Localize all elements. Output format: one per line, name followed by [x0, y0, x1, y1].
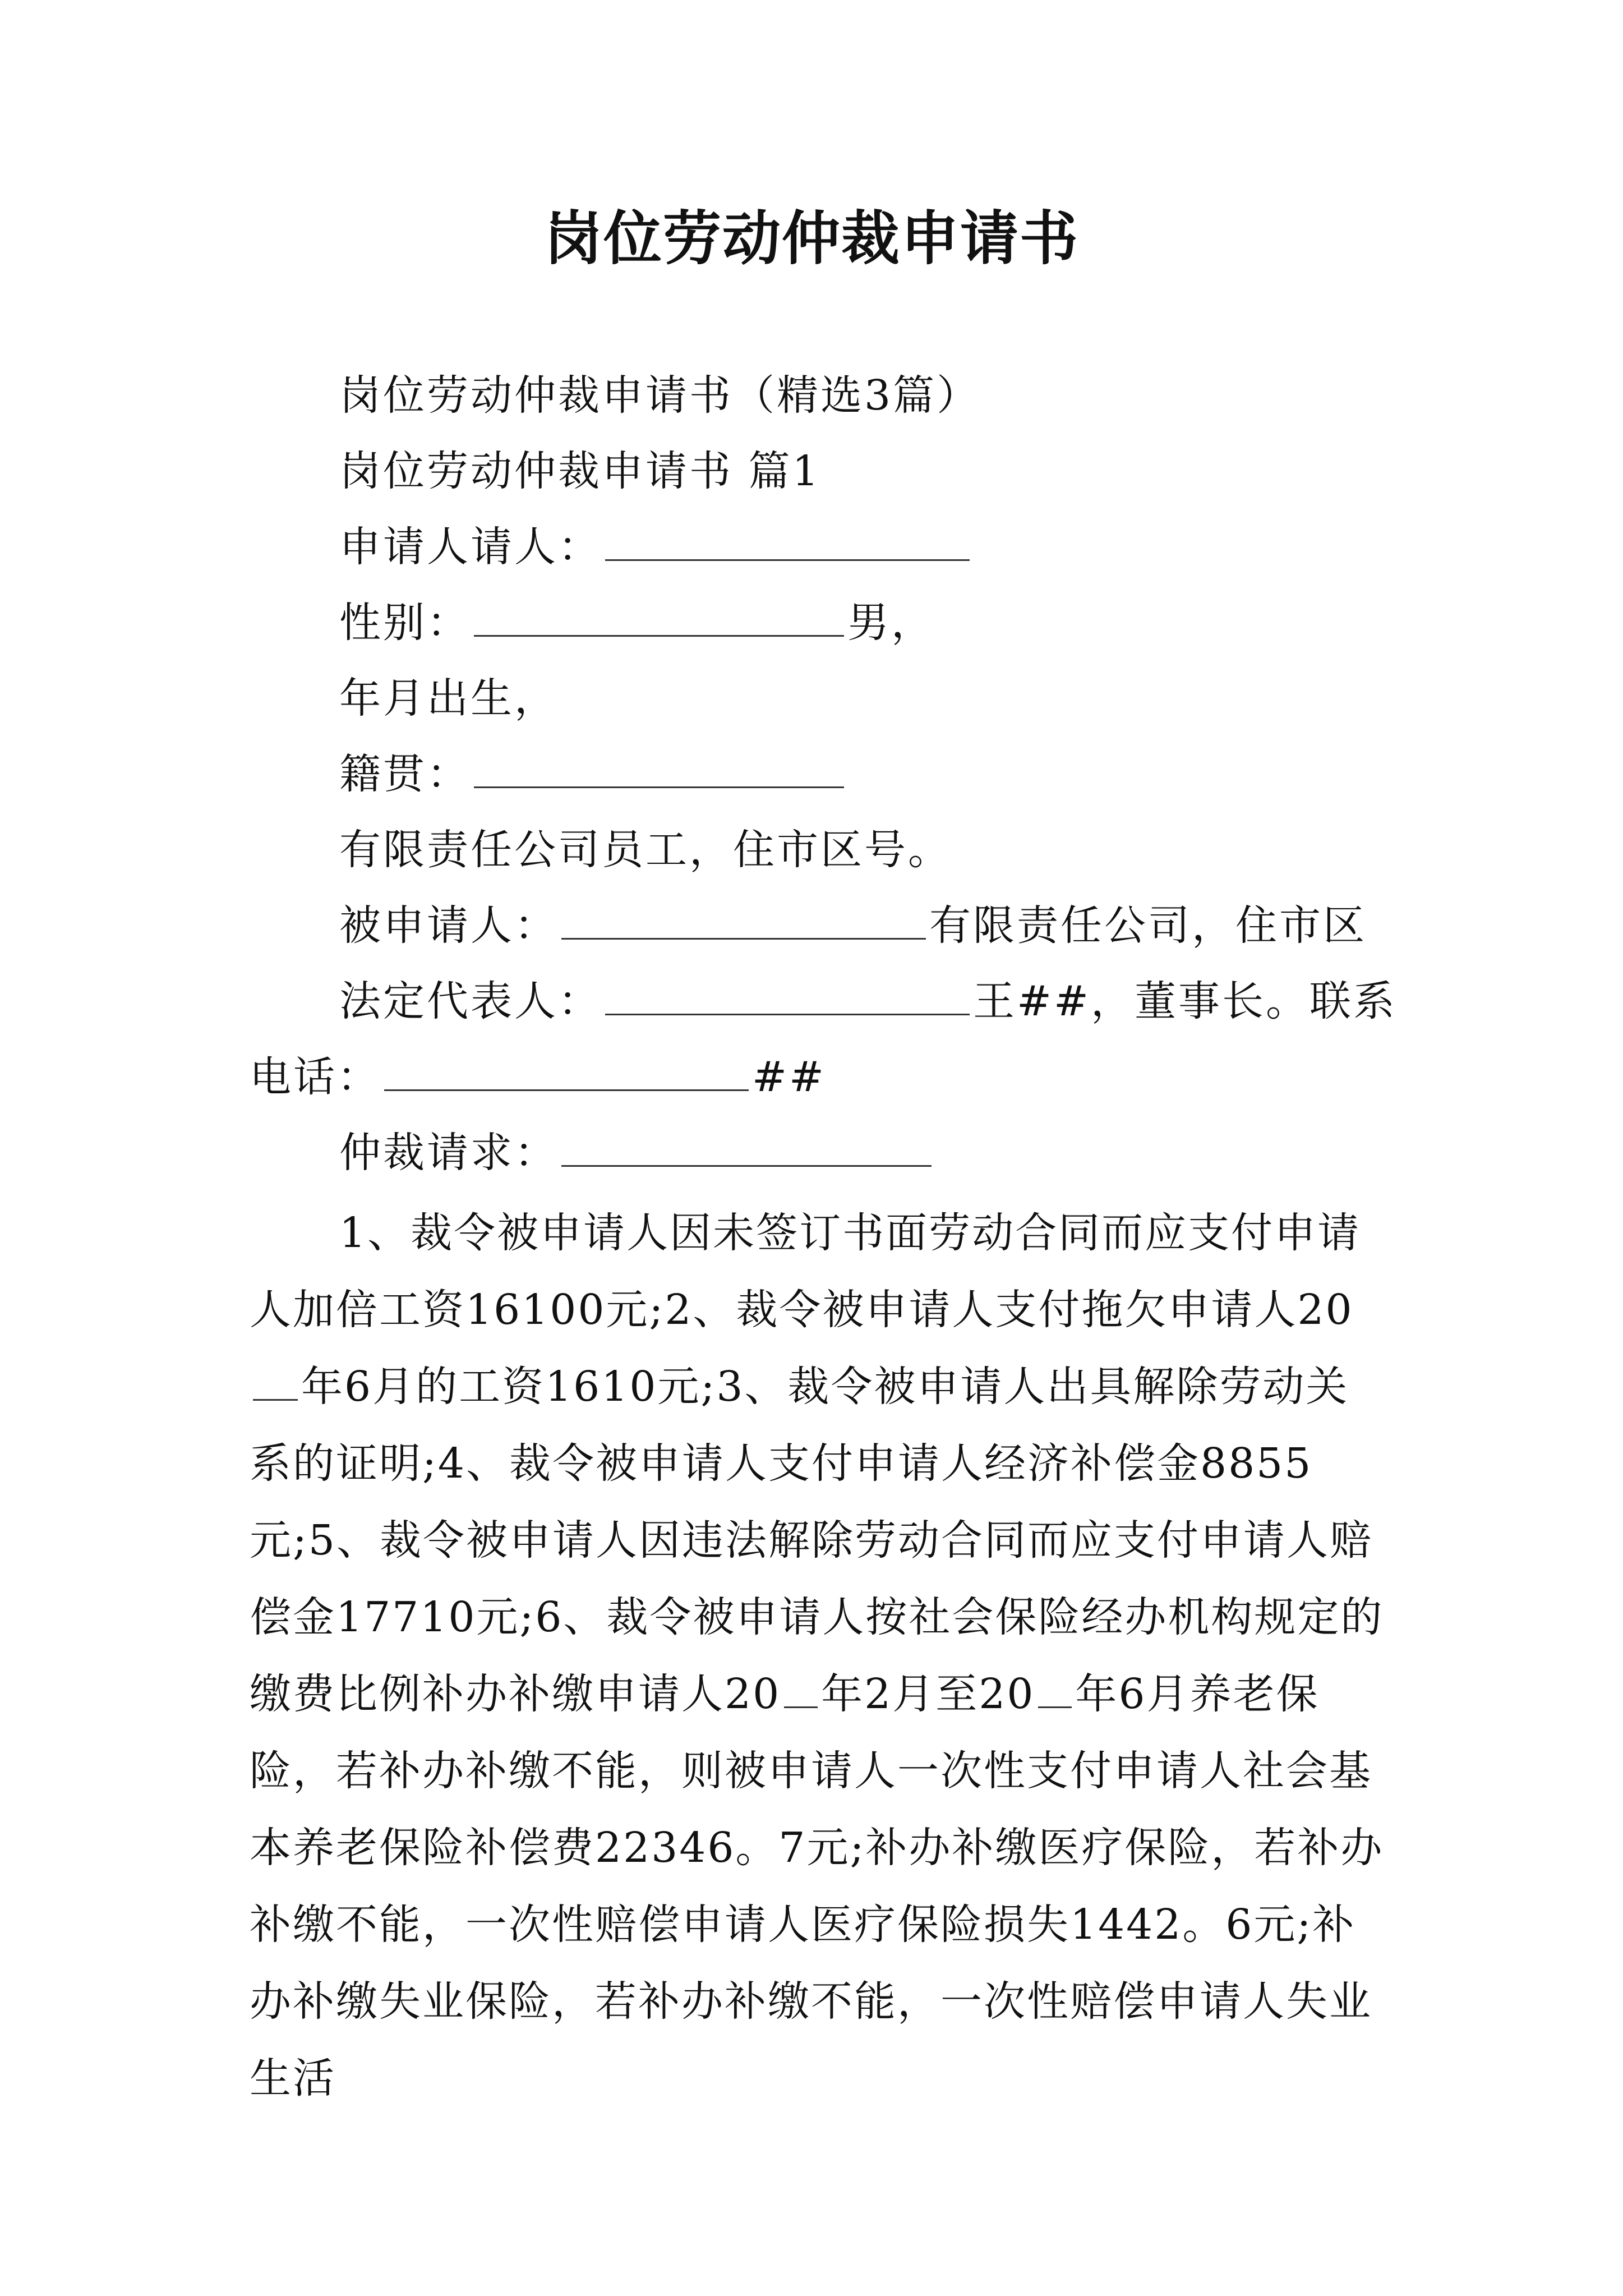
- respondent-line: [339, 898, 1367, 954]
- respondent-value: 有限责任公司，住市区: [929, 901, 1367, 950]
- claims-text-part3: 年2月至20: [821, 1670, 1035, 1718]
- native-place-blank: [474, 751, 844, 788]
- applicant-blank: [605, 523, 970, 561]
- employment-line: 有限责任公司员工，住市区号。: [339, 826, 952, 874]
- native-place-line: [339, 746, 847, 802]
- legal-rep-line: [339, 973, 1397, 1029]
- claims-label: 仲裁请求：: [339, 1129, 558, 1177]
- year-blank-1: [253, 1363, 298, 1401]
- document-title: 岗位劳动仲裁申请书: [543, 204, 1079, 273]
- birth-line: 年月出生，: [339, 674, 558, 723]
- phone-value: ##: [752, 1053, 827, 1101]
- year-blank-2: [784, 1671, 818, 1708]
- year-blank-3: [1038, 1671, 1072, 1708]
- phone-label: 电话：: [250, 1053, 381, 1101]
- applicant-label: 申请人请人：: [339, 523, 602, 571]
- section-heading: 岗位劳动仲裁申请书 篇1: [339, 447, 821, 495]
- claims-text-part2: 年6月的工资1610元;3、裁令被申请人出具解除劳动关系的证明;4、裁令被申请人支付申请人经济补偿金8855元;5、裁令被申请人因违法解除劳动合同而应支付申请人赔偿金17710元;6、裁令被申请人按社会保险经办机构规定的缴费比例补办补缴申请人20: [250, 1363, 1384, 1718]
- phone-blank: [384, 1053, 749, 1091]
- gender-label: 性别：: [339, 599, 471, 647]
- gender-blank: [474, 599, 844, 637]
- gender-line: [339, 595, 935, 651]
- legal-rep-blank: [605, 978, 970, 1015]
- gender-value: 男，: [847, 599, 935, 647]
- phone-line: [250, 1049, 826, 1105]
- claims-blank: [561, 1129, 932, 1167]
- applicant-line: [339, 519, 973, 575]
- legal-rep-label: 法定代表人：: [339, 977, 602, 1025]
- native-place-label: 籍贯：: [339, 750, 471, 798]
- respondent-blank: [561, 902, 926, 940]
- claims-paragraph: [250, 1195, 1388, 2117]
- document-subtitle: 岗位劳动仲裁申请书（精选3篇）: [339, 371, 981, 420]
- respondent-label: 被申请人：: [339, 901, 558, 950]
- claims-text-part1: 1、裁令被申请人因未签订书面劳动合同而应支付申请人加倍工资16100元;2、裁令被申请人支付拖欠申请人20: [250, 1209, 1361, 1334]
- legal-rep-value: 王##，董事长。联系: [973, 977, 1398, 1025]
- claims-label-line: [339, 1125, 935, 1181]
- claims-text-part4: 年6月养老保险，若补办补缴不能，则被申请人一次性支付申请人社会基本养老保险补偿费22346。7元;补办补缴医疗保险，若补办补缴不能，一次性赔偿申请人医疗保险损失1442。6元;补办补缴失业保险，若补办补缴不能，一次性赔偿申请人失业生活: [250, 1670, 1384, 2102]
